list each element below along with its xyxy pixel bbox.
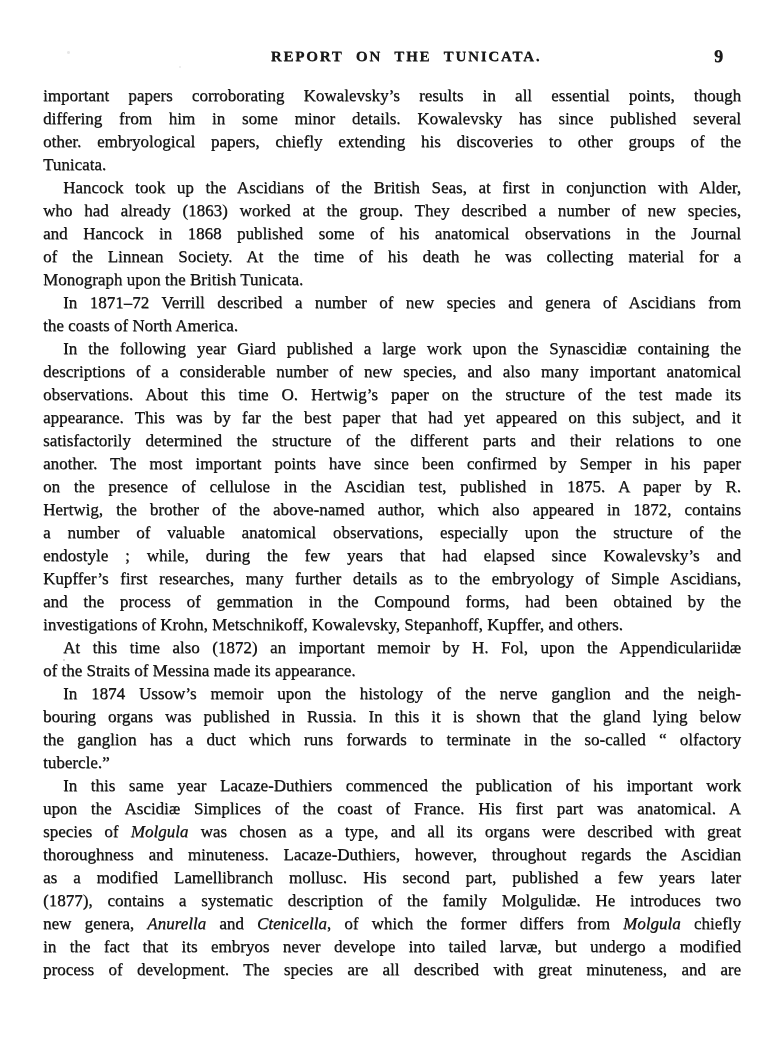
text-line: thoroughness and minuteness. Lacaze-Duthiers, however, throughout regards the Ascidian: [43, 845, 741, 864]
page-number: 9: [714, 46, 723, 66]
text-line: important papers corroborating Kowalevsky’s results in all essential points, though: [43, 86, 741, 105]
text-line: Tunicata.: [43, 155, 107, 174]
italic-term: Molgula: [623, 914, 681, 933]
text-line: tubercle.”: [43, 753, 110, 772]
scan-speck: [179, 66, 181, 68]
text-line: the coasts of North America.: [43, 316, 238, 335]
text-line: descriptions of a considerable number of new species, and also many important anatomical: [43, 362, 741, 381]
text-line: In 1874 Ussow’s memoir upon the histology of the nerve ganglion and the neigh-: [63, 684, 741, 703]
text-line: new genera, Anurella and Ctenicella, of which the former differs from Molgula chiefly: [43, 914, 742, 933]
paragraph: [43, 176, 741, 291]
paragraph: [43, 636, 741, 682]
paragraph: [43, 682, 741, 774]
text-line: In 1871–72 Verrill described a number of new species and genera of Ascidians from: [63, 293, 741, 312]
text-line: Monograph upon the British Tunicata.: [43, 270, 304, 289]
paragraph: [43, 84, 741, 176]
paragraph: [43, 337, 741, 636]
text-line: (1877), contains a systematic description of the family Molgulidæ. He introduces two: [43, 891, 741, 910]
text-line: satisfactorily determined the structure of the different parts and their relations to one: [43, 431, 741, 450]
page-body: [43, 84, 741, 981]
text-line: bouring organs was published in Russia. In this it is shown that the gland lying below: [43, 707, 741, 726]
text-line: Hancock took up the Ascidians of the British Seas, at first in conjunction with Alder,: [63, 178, 741, 197]
text-line: endostyle ; while, during the few years that had elapsed since Kowalevsky’s and: [43, 546, 741, 565]
text-line: investigations of Krohn, Metschnikoff, Kowalevsky, Stepanhoff, Kupffer, and others.: [43, 615, 623, 634]
scan-speck: [67, 51, 70, 54]
text-line: who had already (1863) worked at the group. They described a number of new species,: [43, 201, 741, 220]
text-line: In this same year Lacaze-Duthiers commenced the publication of his important work: [63, 776, 741, 795]
text-line: In the following year Giard published a large work upon the Synascidiæ containing the: [63, 339, 741, 358]
text-line: and Hancock in 1868 published some of his anatomical observations in the Journal: [43, 224, 741, 243]
text-line: appearance. This was by far the best paper that had yet appeared on this subject, and it: [43, 408, 741, 427]
page-header: [43, 48, 741, 70]
text-line: Kupffer’s first researches, many further details as to the embryology of Simple Ascidians,: [43, 569, 741, 588]
italic-term: Ctenicella: [256, 914, 327, 933]
text-line: upon the Ascidiæ Simplices of the coast of France. His first part was anatomical. A: [43, 799, 741, 818]
text-line: observations. About this time O. Hertwig’s paper on the structure of the test made its: [43, 385, 741, 404]
text-line: of the Straits of Messina made its appearance.: [43, 661, 356, 680]
italic-term: Molgula: [130, 822, 189, 841]
text-line: on the presence of cellulose in the Ascidian test, published in 1875. A paper by R.: [43, 477, 741, 496]
text-line: a number of valuable anatomical observations, especially upon the structure of the: [43, 523, 741, 542]
text-line: At this time also (1872) an important memoir by H. Fol, upon the Appendiculariidæ: [63, 638, 741, 657]
text-line: process of development. The species are all described with great minuteness, and are: [43, 960, 741, 979]
running-head-title: REPORT ON THE TUNICATA.: [270, 49, 542, 65]
text-line: other. embryological papers, chiefly extending his discoveries to other groups of the: [43, 132, 741, 151]
text-line: of the Linnean Society. At the time of his death he was collecting material for a: [43, 247, 741, 266]
text-line: Hertwig, the brother of the above-named author, which also appeared in 1872, contains: [43, 500, 741, 519]
italic-term: Anurella: [147, 914, 207, 933]
text-line: differing from him in some minor details. Kowalevsky has since published several: [43, 109, 741, 128]
text-line: and the process of gemmation in the Compound forms, had been obtained by the: [43, 592, 741, 611]
text-line: species of Molgula was chosen as a type, and all its organs were described with great: [43, 822, 741, 841]
text-line: as a modified Lamellibranch mollusc. His second part, published a few years later: [43, 868, 741, 887]
scan-speck: [63, 659, 65, 661]
paragraph: [43, 774, 741, 981]
text-line: the ganglion has a duct which runs forwards to terminate in the so-called “ olfactory: [43, 730, 741, 749]
text-line: in the fact that its embryos never develope into tailed larvæ, but undergo a modified: [43, 937, 741, 956]
text-line: another. The most important points have since been confirmed by Semper in his paper: [43, 454, 741, 473]
paragraph: [43, 291, 741, 337]
